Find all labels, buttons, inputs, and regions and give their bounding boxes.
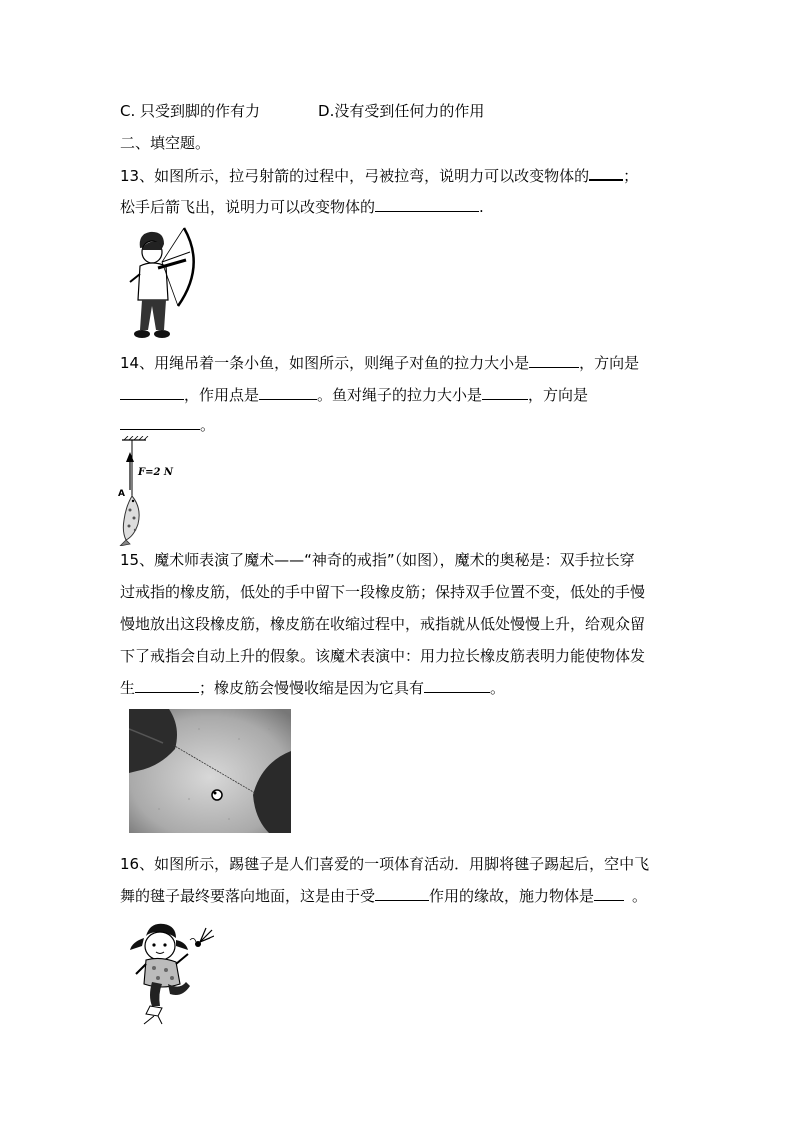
q14-blank-fish-direction[interactable] [120,415,200,430]
q16-text2: 作用的缘故，施力物体是 [429,887,595,905]
q15-text2: ；橡皮筋会慢慢收缩是因为它具有 [199,679,425,697]
shuttlecock-figure [128,920,214,1026]
q14-text3: ，作用点是 [184,386,260,404]
fish-rope-figure [116,436,182,546]
point-label: A [118,489,125,499]
q13-punct2: . [479,198,484,216]
q15-punct: 。 [490,679,506,697]
q13-line2 [120,197,484,217]
q14-blank-force[interactable] [529,353,579,368]
q14-text4: 。鱼对绳子的拉力大小是 [317,386,483,404]
q14-punct: 。 [200,416,216,434]
q16-blank-source[interactable] [594,886,624,901]
force-label: F=2 N [138,467,174,478]
q16-punct: 。 [632,887,648,905]
magic-ring-photo [129,709,291,833]
q14-line2 [120,385,588,405]
q16-line2 [120,886,647,906]
q15-line3: 慢地放出这段橡皮筋，橡皮筋在收缩过程中，戒指就从低处慢慢上升，给观众留 [120,615,646,633]
q14-blank-fish-force[interactable] [482,385,528,400]
q13-text2: 松手后箭飞出，说明力可以改变物体的 [120,198,376,216]
options-line [120,101,484,121]
q15-line5 [120,678,505,698]
q14-blank-direction[interactable] [120,385,184,400]
q13-blank1[interactable] [589,165,623,181]
option-d: D.没有受到任何力的作用 [318,102,485,120]
q14-text5: ，方向是 [528,386,589,404]
q13-punct1: ； [623,167,639,185]
q15-line4: 下了戒指会自动上升的假象。该魔术表演中：用力拉长橡皮筋表明力能使物体发 [120,647,646,665]
q14-text1: 14、用绳吊着一条小鱼，如图所示，则绳子对鱼的拉力大小是 [120,354,530,372]
q14-blank-point[interactable] [259,385,317,400]
q15-blank-deform[interactable] [135,678,199,693]
option-c: C. 只受到脚的作有力 [120,102,261,120]
q15-blank-elasticity[interactable] [424,678,490,693]
q16-text1: 舞的毽子最终要落向地面，这是由于受 [120,887,376,905]
q13-text1: 13、如图所示，拉弓射箭的过程中，弓被拉弯，说明力可以改变物体的 [120,167,590,185]
q13-line1 [120,165,638,186]
q13-blank2[interactable] [375,197,479,212]
q14-text2: ，方向是 [579,354,640,372]
section-title: 二、填空题。 [120,134,211,152]
q15-text1: 生 [120,679,136,697]
archer-figure [128,226,200,342]
q14-line1 [120,353,639,373]
q16-blank-gravity[interactable] [375,886,429,901]
q15-line2: 过戒指的橡皮筋，低处的手中留下一段橡皮筋；保持双手位置不变，低处的手慢 [120,583,646,601]
q16-line1: 16、如图所示，踢毽子是人们喜爱的一项体育活动．用脚将毽子踢起后，空中飞 [120,855,650,873]
q15-line1: 15、魔术师表演了魔术——“神奇的戒指”（如图），魔术的奥秘是：双手拉长穿 [120,551,635,569]
q14-line3 [120,415,215,435]
